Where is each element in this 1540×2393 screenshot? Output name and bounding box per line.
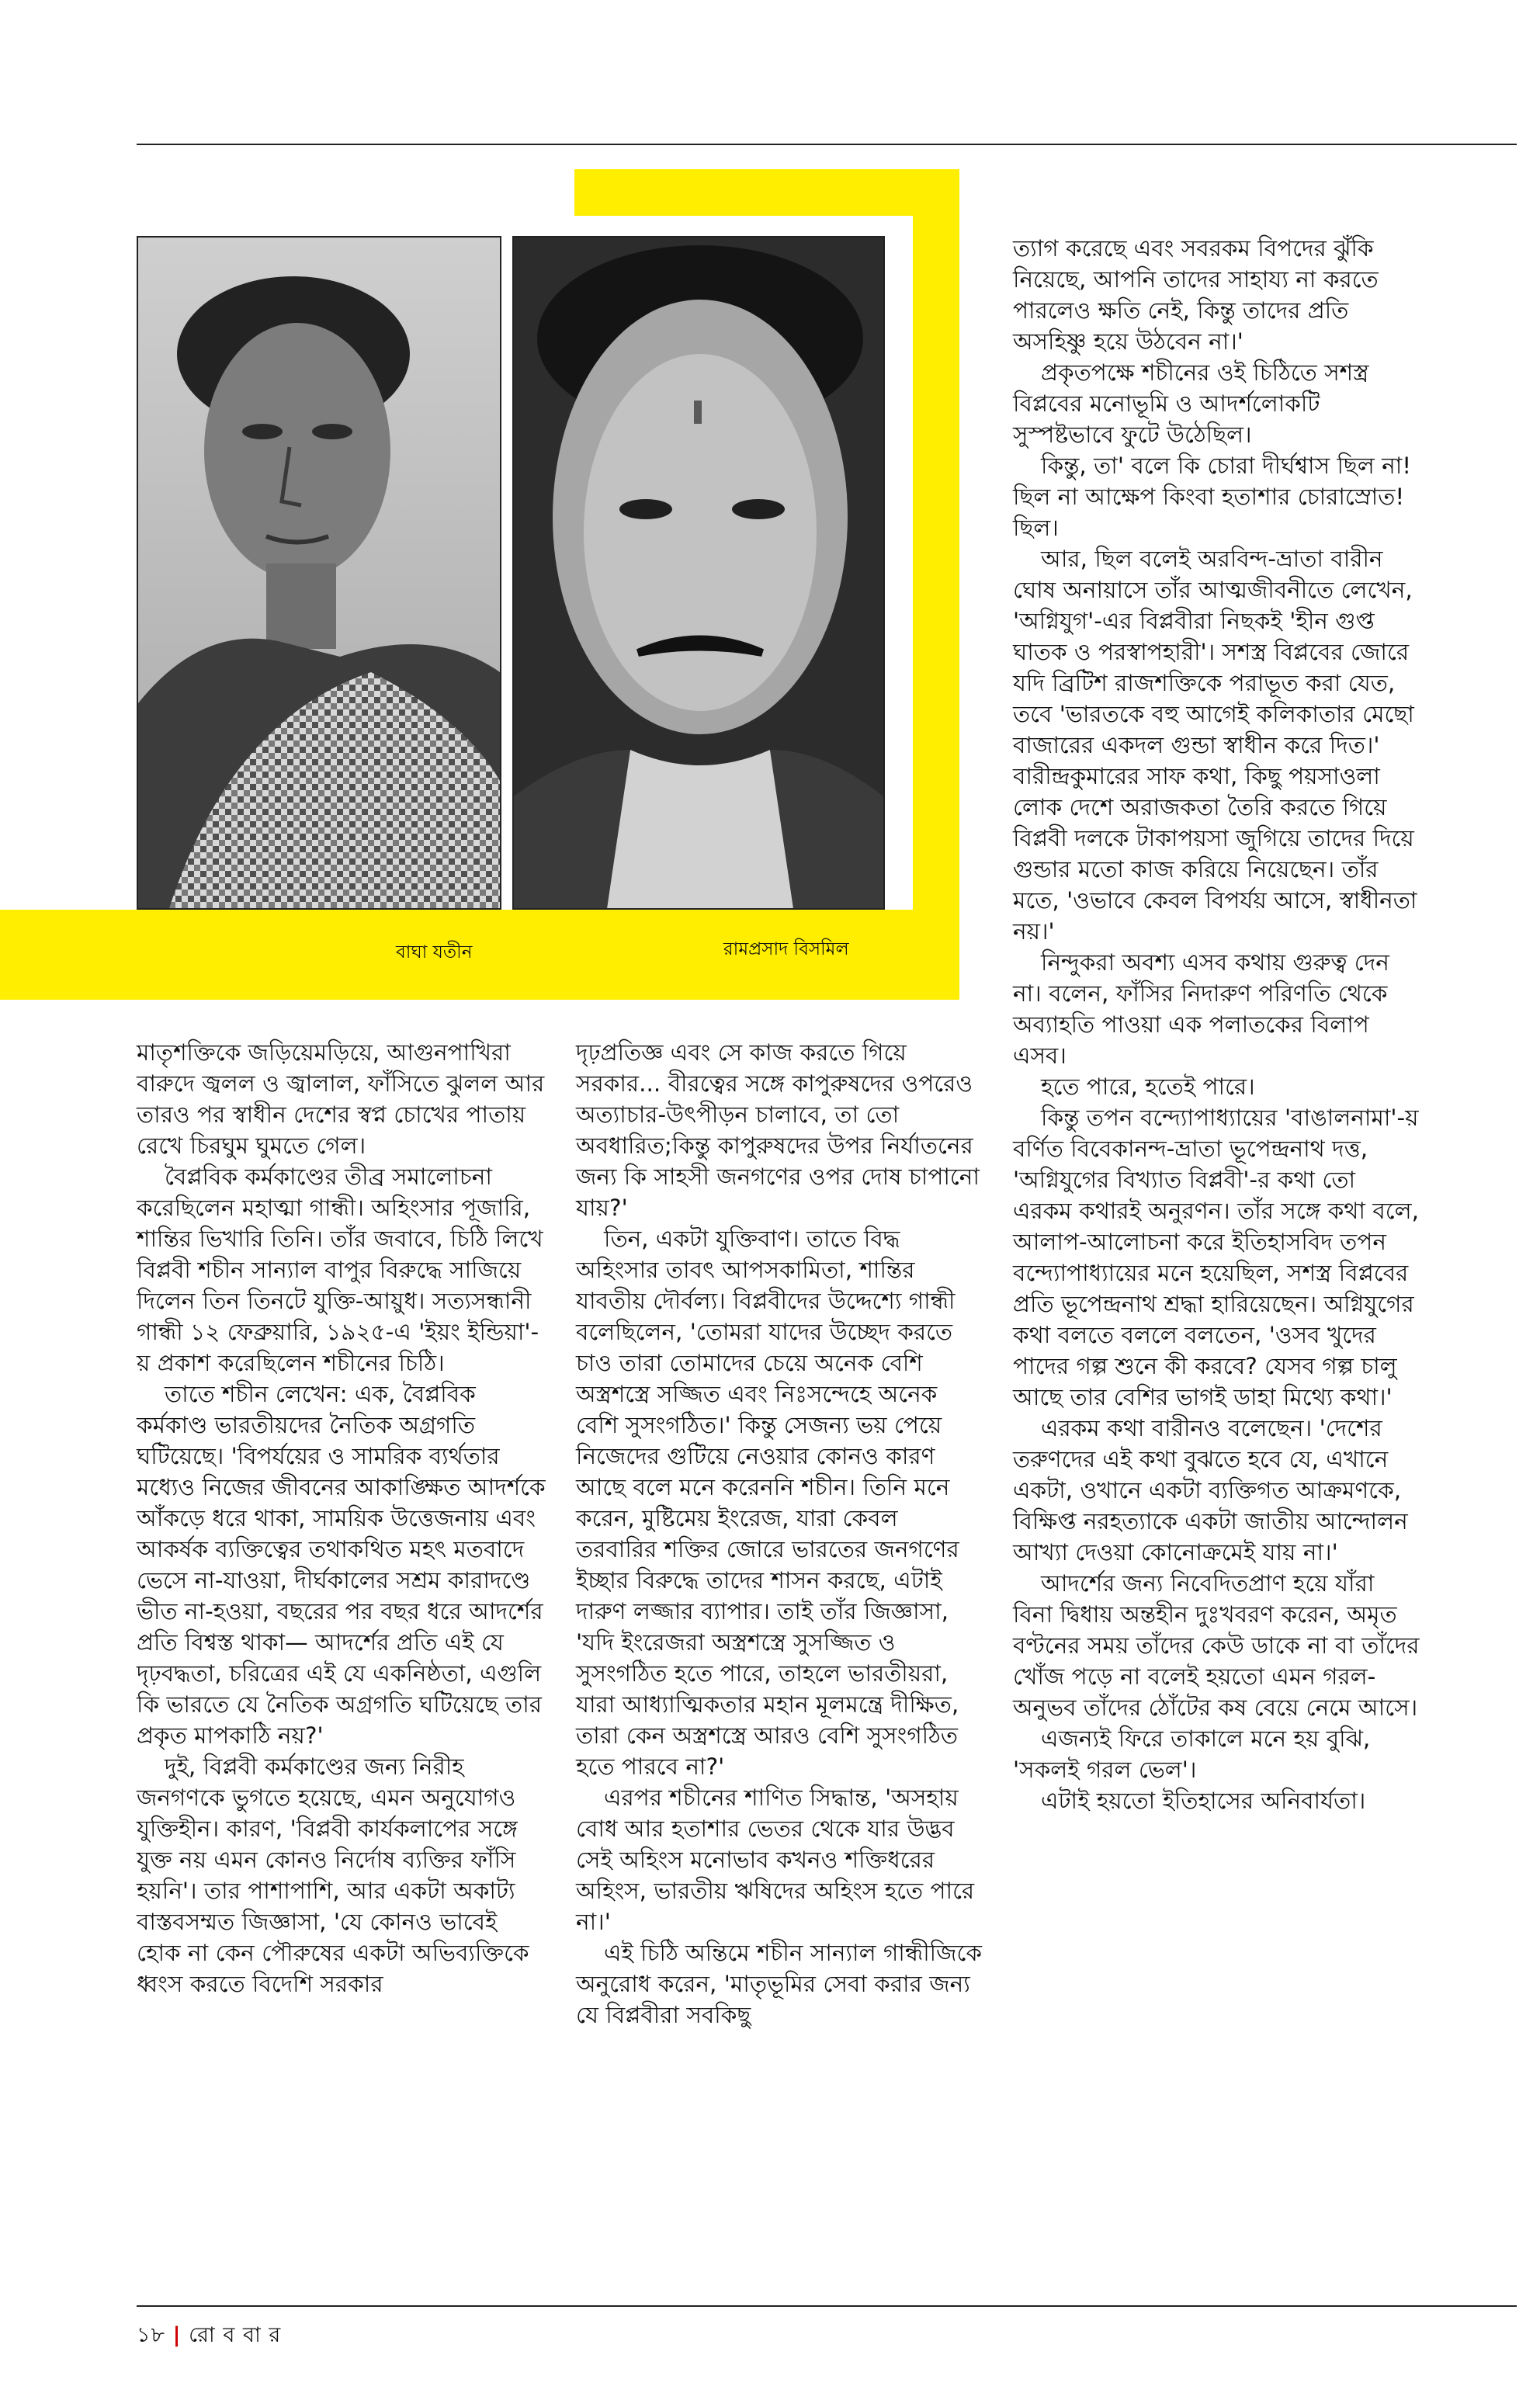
paragraph: ত্যাগ করেছে এবং সবরকম বিপদের ঝুঁকি নিয়েছে, আপনি তাদের সাহায্য না করতে পারলেও ক্ষতি নেই, কিন্তু তাদের প্রতি অসহিষ্ণু হয়ে উঠবেন না।' bbox=[1013, 235, 1379, 355]
photo-caption-1: বাঘা যতীন bbox=[396, 942, 473, 962]
paragraph: কিন্তু তপন বন্দ্যোপাধ্যায়ের 'বাঙালনামা'-য় বর্ণিত বিবেকানন্দ-ভ্রাতা ভূপেন্দ্রনাথ দত্ত, 'অগ্নিযুগের বিখ্যাত বিপ্লবী'-র কথা তো এরকম কথারই অনুরণন। তাঁর সঙ্গে কথা বলে, আলাপ-আলোচনা করে ইতিহাসবিদ তপন বন্দ্যোপাধ্যায়ের মনে হয়েছিল, সশস্ত্র বিপ্লবের প্রতি ভূপেন্দ্রনাথ শ্রদ্ধা হারিয়েছেন। অগ্নিযুগের কথা বলতে বললে বলতেন, 'ওসব খুদের পাদের গল্প শুনে কী করবে? যেসব গল্প চালু আছে তার বেশির ভাগই ডাহা মিথ্যে কথা।' bbox=[1013, 1105, 1419, 1410]
bottom-rule bbox=[137, 2305, 1517, 2307]
magazine-name: রো ব বা র bbox=[189, 2323, 282, 2347]
paragraph: এরপর শচীনের শাণিত সিদ্ধান্ত, 'অসহায় বোধ আর হতাশার ভেতর থেকে যার উদ্ভব সেই অহিংস মনোভাব কখনও শক্তিধরের অহিংস, ভারতীয় ঋষিদের অহিংস হতে পারে না।' bbox=[576, 1784, 975, 1935]
folio-separator: | bbox=[172, 2323, 182, 2347]
page-number: ১৮ bbox=[137, 2323, 166, 2347]
paragraph: দুই, বিপ্লবী কর্মকাণ্ডের জন্য নিরীহ জনগণকে ভুগতে হয়েছে, এমন অনুযোগও যুক্তিহীন। কারণ, 'বিপ্লবী কার্যকলাপের সঙ্গে যুক্ত নয় এমন কোনও নির্দোষ ব্যক্তির ফাঁসি হয়নি'। তার পাশাপাশি, আর একটা অকাট্য বাস্তবসম্মত জিজ্ঞাসা, 'যে কোনও ভাবেই হোক না কেন পৌরুষের একটা অভিব্যক্তিকে ধ্বংস করতে বিদেশি সরকার bbox=[137, 1753, 529, 1997]
photo-caption-2: রামপ্রসাদ বিসমিল bbox=[723, 939, 849, 959]
portrait-photo-1 bbox=[137, 236, 501, 910]
article-column-right bbox=[1013, 233, 1420, 1816]
paragraph: এটাই হয়তো ইতিহাসের অনিবার্যতা। bbox=[1041, 1788, 1366, 1814]
paragraph: এজন্যই ফিরে তাকালে মনে হয় বুঝি, 'সকলই গরল ভেল'। bbox=[1013, 1725, 1371, 1783]
top-rule bbox=[137, 144, 1517, 145]
paragraph: বৈপ্লবিক কর্মকাণ্ডের তীব্র সমালোচনা করেছিলেন মহাত্মা গান্ধী। অহিংসার পূজারি, শান্তির ভিখারি তিনি। তাঁর জবাবে, চিঠি লিখে বিপ্লবী শচীন সান্যাল বাপুর বিরুদ্ধে সাজিয়ে দিলেন তিন তিনটে যুক্তি-আয়ুধ। সত্যসন্ধানী গান্ধী ১২ ফেব্রুয়ারি, ১৯২৫-এ 'ইয়ং ইন্ডিয়া'-য় প্রকাশ করেছিলেন শচীনের চিঠি। bbox=[137, 1164, 543, 1376]
portrait-photo-2 bbox=[512, 236, 885, 910]
paragraph: প্রকৃতপক্ষে শচীনের ওই চিঠিতে সশস্ত্র বিপ্লবের মনোভূমি ও আদর্শলোকটি সুস্পষ্টভাবে ফুটে উঠেছিল। bbox=[1013, 359, 1369, 448]
paragraph: আর, ছিল বলেই অরবিন্দ-ভ্রাতা বারীন ঘোষ অনায়াসে তাঁর আত্মজীবনীতে লেখেন, 'অগ্নিযুগ'-এর বিপ্লবীরা নিছকই 'হীন গুপ্ত ঘাতক ও পরস্বাপহারী'। সশস্ত্র বিপ্লবের জোরে যদি ব্রিটিশ রাজশক্তিকে পরাভূত করা যেত, তবে 'ভারতকে বহু আগেই কলিকাতার মেছো বাজারের একদল গুন্ডা স্বাধীন করে দিত।' বারীন্দ্রকুমারের সাফ কথা, কিছু পয়সাওলা লোক দেশে অরাজকতা তৈরি করতে গিয়ে বিপ্লবী দলকে টাকাপয়সা জুগিয়ে তাদের দিয়ে গুন্ডার মতো কাজ করিয়ে নিয়েছেন। তাঁর মতে, 'ওভাবে কেবল বিপর্যয় আসে, স্বাধীনতা নয়।' bbox=[1013, 546, 1417, 945]
paragraph: দৃঢ়প্রতিজ্ঞ এবং সে কাজ করতে গিয়ে সরকার... বীরত্বের সঙ্গে কাপুরুষদের ওপরেও অত্যাচার-উৎপীড়ন চালাবে, তা তো অবধারিত;কিন্তু কাপুরুষদের উপর নির্যাতনের জন্য কি সাহসী জনগণের ওপর দোষ চাপানো যায়?' bbox=[576, 1039, 980, 1221]
yellow-accent-top bbox=[574, 169, 959, 216]
article-column-middle bbox=[576, 1037, 986, 2031]
paragraph: তিন, একটা যুক্তিবাণ। তাতে বিদ্ধ অহিংসার তাবৎ আপসকামিতা, শান্তির যাবতীয় দৌর্বল্য। বিপ্লবীদের উদ্দেশ্যে গান্ধী বলেছিলেন, 'তোমরা যাদের উচ্ছেদ করতে চাও তারা তোমাদের চেয়ে অনেক বেশি অস্ত্রশস্ত্রে সজ্জিত এবং নিঃসন্দেহে অনেক বেশি সুসংগঠিত।' কিন্তু সেজন্য ভয় পেয়ে নিজেদের গুটিয়ে নেওয়ার কোনও কারণ আছে বলে মনে করেননি শচীন। তিনি মনে করেন, মুষ্টিমেয় ইংরেজ, যারা কেবল তরবারির শক্তির জোরে ভারতের জনগণের ইচ্ছার বিরুদ্ধে তাদের শাসন করছে, এটাই দারুণ লজ্জার ব্যাপার। তাই তাঁর জিজ্ঞাসা, 'যদি ইংরেজরা অস্ত্রশস্ত্রে সুসজ্জিত ও সুসংগঠিত হতে পারে, তাহলে ভারতীয়রা, যারা আধ্যাত্মিকতার মহান মূলমন্ত্রে দীক্ষিত, তারা কেন অস্ত্রশস্ত্রে আরও বেশি সুসংগঠিত হতে পারবে না?' bbox=[576, 1226, 959, 1780]
paragraph: মাতৃশক্তিকে জড়িয়েমড়িয়ে, আগুনপাখিরা বারুদে জ্বলল ও জ্বালাল, ফাঁসিতে ঝুলল আর তারও পর স্বাধীন দেশের স্বপ্ন চোখের পাতায় রেখে চিরঘুম ঘুমতে গেল। bbox=[137, 1039, 545, 1159]
paragraph: এই চিঠি অন্তিমে শচীন সান্যাল গান্ধীজিকে অনুরোধ করেন, 'মাতৃভূমির সেবা করার জন্য যে বিপ্লবীরা সবকিছু bbox=[576, 1940, 982, 2028]
article-column-left bbox=[137, 1037, 546, 1999]
paragraph: হতে পারে, হতেই পারে। bbox=[1041, 1073, 1255, 1100]
paragraph: কিন্তু, তা' বলে কি চোরা দীর্ঘশ্বাস ছিল না! ছিল না আক্ষেপ কিংবা হতাশার চোরাস্রোত! ছিল। bbox=[1013, 453, 1412, 541]
paragraph: আদর্শের জন্য নিবেদিতপ্রাণ হয়ে যাঁরা বিনা দ্বিধায় অন্তহীন দুঃখবরণ করেন, অমৃত বণ্টনের সময় তাঁদের কেউ ডাকে না বা তাঁদের খোঁজ পড়ে না বলেই হয়তো এমন গরল-অনুভব তাঁদের ঠোঁটের কষ বেয়ে নেমে আসে। bbox=[1013, 1570, 1420, 1721]
paragraph: নিন্দুকরা অবশ্য এসব কথায় গুরুত্ব দেন না। বলেন, ফাঁসির নিদারুণ পরিণতি থেকে অব্যাহতি পাওয়া এক পলাতকের বিলাপ এসব। bbox=[1013, 949, 1389, 1069]
paragraph: তাতে শচীন লেখেন: এক, বৈপ্লবিক কর্মকাণ্ড ভারতীয়দের নৈতিক অগ্রগতি ঘটিয়েছে। 'বিপর্যয়ের ও সামরিক ব্যর্থতার মধ্যেও নিজের জীবনের আকাঙ্ক্ষিত আদর্শকে আঁকড়ে ধরে থাকা, সাময়িক উত্তেজনায় এবং আকর্ষক ব্যক্তিত্বের তথাকথিত মহৎ মতবাদে ভেসে না-যাওয়া, দীর্ঘকালের সশ্রম কারাদণ্ডে ভীত না-হওয়া, বছরের পর বছর ধরে আদর্শের প্রতি বিশ্বস্ত থাকা— আদর্শের প্রতি এই যে দৃঢ়বদ্ধতা, চরিত্রের এই যে একনিষ্ঠতা, এগুলি কি ভারতে যে নৈতিক অগ্রগতি ঘটিয়েছে তার প্রকৃত মাপকাঠি নয়?' bbox=[137, 1381, 546, 1749]
page-folio bbox=[137, 2319, 281, 2354]
paragraph: এরকম কথা বারীনও বলেছেন। 'দেশের তরুণদের এই কথা বুঝতে হবে যে, এখানে একটা, ওখানে একটা ব্যক্তিগত আক্রমণকে, বিক্ষিপ্ত নরহত্যাকে একটা জাতীয় আন্দোলন আখ্যা দেওয়া কোনোক্রমেই যায় না।' bbox=[1013, 1415, 1408, 1566]
yellow-accent-right bbox=[913, 169, 959, 1000]
